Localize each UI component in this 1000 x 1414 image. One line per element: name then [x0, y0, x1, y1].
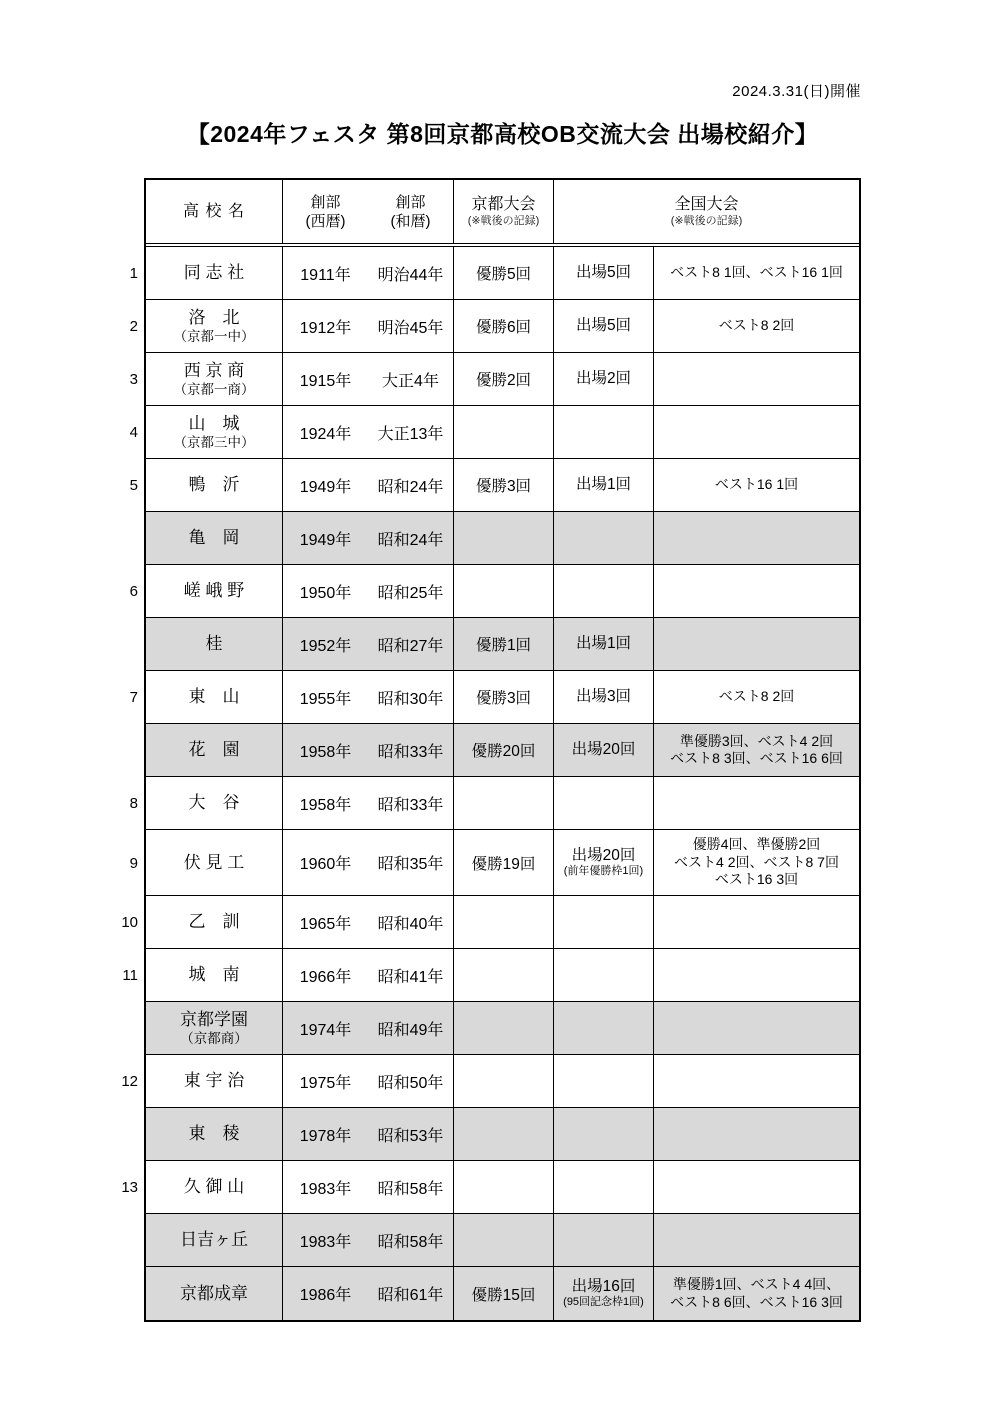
founded-year-cell — [283, 1055, 454, 1107]
kyoto-record-cell — [454, 777, 554, 829]
founded-year-japanese: 明治45年 — [377, 319, 444, 337]
table-row — [146, 777, 859, 830]
founded-year-japanese: 昭和33年 — [377, 796, 444, 814]
row-number-column — [100, 178, 144, 1322]
national-results-cell — [654, 353, 859, 405]
founded-year-japanese: 昭和50年 — [377, 1074, 444, 1092]
founded-year-japanese: 昭和35年 — [377, 856, 444, 873]
national-results-cell — [654, 1002, 859, 1054]
national-appearance-cell — [554, 777, 654, 829]
founded-year-cell — [283, 618, 454, 670]
school-name-cell — [146, 896, 283, 948]
table-row — [146, 247, 859, 300]
national-appearance-count: 出場5回 — [575, 264, 632, 281]
document-content — [100, 0, 861, 1322]
table-row — [146, 724, 859, 777]
founded-year-western: 1924年 — [299, 425, 352, 443]
national-appearance-cell — [554, 247, 654, 299]
founded-year-cell — [283, 459, 454, 511]
founded-year-cell — [283, 1108, 454, 1160]
founded-year-western: 1974年 — [299, 1021, 352, 1039]
national-appearance-cell — [554, 949, 654, 1001]
table-row — [146, 671, 859, 724]
header-founded-year — [283, 180, 454, 243]
header-founded-western-line2: (西暦) — [305, 212, 346, 230]
national-results-cell — [654, 459, 859, 511]
row-number: 13 — [121, 1179, 138, 1196]
row-number: 5 — [129, 477, 138, 494]
row-number — [100, 1267, 144, 1320]
national-results-cell — [654, 896, 859, 948]
founded-year-japanese: 昭和58年 — [377, 1180, 444, 1198]
header-national-note: (※戦後の記録) — [670, 215, 743, 227]
national-appearance-count: 出場2回 — [575, 370, 632, 387]
school-former-name: （京都一商） — [173, 381, 255, 397]
table-row — [146, 353, 859, 406]
school-name: 久 御 山 — [183, 1177, 245, 1196]
school-name-cell — [146, 1108, 283, 1160]
school-name-cell — [146, 1055, 283, 1107]
national-result-line: 優勝4回、準優勝2回 — [692, 836, 821, 853]
founded-year-japanese: 昭和40年 — [377, 915, 444, 933]
row-number — [100, 512, 144, 565]
school-name-cell — [146, 565, 283, 617]
kyoto-record-cell: 優勝5回 — [454, 247, 554, 299]
national-results-cell — [654, 1161, 859, 1213]
row-number: 6 — [129, 583, 138, 600]
kyoto-record-cell — [454, 512, 554, 564]
school-name-cell — [146, 830, 283, 895]
national-appearance-cell — [554, 1055, 654, 1107]
table-row — [146, 949, 859, 1002]
founded-year-western: 1912年 — [299, 319, 352, 337]
founded-year-cell — [283, 406, 454, 458]
founded-year-western: 1949年 — [299, 531, 352, 549]
school-name: 東 山 — [188, 687, 240, 706]
school-name: 花 園 — [188, 740, 240, 759]
national-result-line: ベスト8 2回 — [718, 317, 795, 334]
founded-year-cell — [283, 1267, 454, 1320]
founded-year-western: 1983年 — [299, 1180, 352, 1198]
national-results-cell — [654, 949, 859, 1001]
school-name-cell — [146, 459, 283, 511]
founded-year-western: 1915年 — [299, 372, 352, 390]
national-appearance-count: 出場1回 — [575, 635, 632, 652]
national-appearance-cell — [554, 896, 654, 948]
row-number — [100, 724, 144, 777]
national-appearance-cell — [554, 1267, 654, 1320]
national-results-cell — [654, 777, 859, 829]
row-number: 12 — [121, 1073, 138, 1090]
table-row — [146, 565, 859, 618]
kyoto-record-cell — [454, 1002, 554, 1054]
kyoto-record-cell — [454, 565, 554, 617]
national-appearance-cell — [554, 671, 654, 723]
founded-year-cell — [283, 565, 454, 617]
header-founded-japanese-line2: (和暦) — [390, 212, 431, 230]
national-results-cell — [654, 1267, 859, 1320]
kyoto-record-cell — [454, 1214, 554, 1266]
kyoto-record-cell: 優勝19回 — [454, 830, 554, 895]
national-appearance-cell — [554, 1214, 654, 1266]
school-name: 東 宇 治 — [183, 1071, 245, 1090]
founded-year-cell — [283, 1002, 454, 1054]
national-results-cell — [654, 512, 859, 564]
table-row — [146, 1055, 859, 1108]
national-appearance-cell — [554, 565, 654, 617]
national-appearance-cell — [554, 1161, 654, 1213]
school-name: 京都学園 — [180, 1009, 248, 1029]
row-number: 10 — [121, 914, 138, 931]
national-appearance-count: 出場1回 — [575, 476, 632, 493]
header-founded-japanese — [391, 193, 431, 231]
school-name-cell — [146, 247, 283, 299]
founded-year-cell — [283, 1214, 454, 1266]
founded-year-western: 1965年 — [299, 915, 352, 933]
header-kyoto-tournament — [454, 180, 554, 243]
kyoto-record-cell: 優勝2回 — [454, 353, 554, 405]
school-name-cell — [146, 724, 283, 776]
school-name: 西 京 商 — [183, 360, 245, 380]
founded-year-cell — [283, 949, 454, 1001]
header-kyoto-title: 京都大会 — [471, 196, 536, 213]
school-name-cell — [146, 949, 283, 1001]
school-name-cell — [146, 1267, 283, 1320]
row-number: 3 — [129, 371, 138, 388]
table-row — [146, 1108, 859, 1161]
national-appearance-cell — [554, 1002, 654, 1054]
kyoto-record-cell: 優勝1回 — [454, 618, 554, 670]
table-row — [146, 618, 859, 671]
header-founded-japanese-line1: 創部 — [395, 193, 426, 211]
school-name-cell — [146, 777, 283, 829]
national-results-cell — [654, 1214, 859, 1266]
national-results-cell — [654, 406, 859, 458]
national-result-line: ベスト8 3回、ベスト16 6回 — [670, 750, 843, 766]
national-result-line: ベスト4 2回、ベスト8 7回 — [674, 853, 839, 870]
national-results-cell — [654, 300, 859, 352]
school-name-cell — [146, 1002, 283, 1054]
founded-year-japanese: 大正4年 — [382, 372, 439, 390]
table-row — [146, 896, 859, 949]
national-appearance-cell — [554, 300, 654, 352]
founded-year-western: 1983年 — [299, 1233, 352, 1251]
national-appearance-cell — [554, 353, 654, 405]
founded-year-cell — [283, 300, 454, 352]
founded-year-western: 1958年 — [299, 796, 352, 814]
national-result-line: ベスト8 1回、ベスト16 1回 — [670, 264, 843, 281]
header-school-name — [146, 180, 283, 243]
table-row — [146, 830, 859, 896]
school-name-cell — [146, 1214, 283, 1266]
national-appearance-note: (前年優勝枠1回) — [563, 865, 644, 877]
national-appearance-count: 出場3回 — [575, 688, 632, 705]
founded-year-western: 1950年 — [299, 584, 352, 602]
table-row — [146, 300, 859, 353]
national-results-cell — [654, 565, 859, 617]
schools-table — [144, 178, 861, 1322]
school-name-cell — [146, 406, 283, 458]
national-appearance-cell — [554, 459, 654, 511]
founded-year-japanese: 昭和58年 — [377, 1233, 444, 1251]
header-national-title: 全国大会 — [674, 196, 739, 213]
table-row — [146, 459, 859, 512]
founded-year-western: 1955年 — [299, 690, 352, 708]
founded-year-western: 1958年 — [299, 743, 352, 761]
header-founded-western — [306, 193, 346, 231]
founded-year-western: 1975年 — [299, 1074, 352, 1092]
founded-year-japanese: 昭和49年 — [377, 1021, 444, 1039]
row-number: 8 — [129, 795, 138, 812]
school-name: 同 志 社 — [183, 263, 245, 282]
national-appearance-cell — [554, 1108, 654, 1160]
national-result-line: ベスト8 6回、ベスト16 3回 — [670, 1293, 843, 1310]
national-results-cell — [654, 1108, 859, 1160]
founded-year-japanese: 昭和61年 — [377, 1287, 444, 1304]
school-former-name: （京都商） — [180, 1030, 248, 1046]
national-appearance-cell — [554, 830, 654, 895]
row-number: 4 — [129, 424, 138, 441]
row-number: 1 — [129, 265, 138, 282]
school-name-cell — [146, 618, 283, 670]
table-row — [146, 1161, 859, 1214]
header-school-name-label: 高 校 名 — [183, 203, 245, 220]
table-row — [146, 406, 859, 459]
school-name: 嵯 峨 野 — [183, 581, 245, 600]
national-appearance-cell — [554, 406, 654, 458]
founded-year-western: 1978年 — [299, 1127, 352, 1145]
row-number: 7 — [129, 689, 138, 706]
founded-year-japanese: 昭和41年 — [377, 968, 444, 986]
founded-year-cell — [283, 512, 454, 564]
national-results-cell — [654, 830, 859, 895]
national-appearance-count: 出場16回 — [571, 1278, 636, 1295]
founded-year-cell — [283, 353, 454, 405]
national-result-line: ベスト8 2回 — [718, 688, 795, 705]
row-number — [100, 1214, 144, 1267]
kyoto-record-cell: 優勝3回 — [454, 671, 554, 723]
kyoto-record-cell: 優勝3回 — [454, 459, 554, 511]
school-name-cell — [146, 671, 283, 723]
national-appearance-cell — [554, 618, 654, 670]
national-appearance-count: 出場5回 — [575, 317, 632, 334]
national-results-cell — [654, 1055, 859, 1107]
founded-year-western: 1911年 — [300, 266, 351, 284]
row-number: 11 — [122, 967, 138, 984]
founded-year-japanese: 明治44年 — [377, 266, 444, 284]
schools-table-zone — [100, 178, 861, 1322]
national-result-line: 準優勝1回、ベスト4 4回、 — [672, 1276, 841, 1292]
row-number: 2 — [129, 318, 138, 335]
school-name: 鴨 沂 — [188, 475, 240, 494]
school-name: 城 南 — [188, 965, 240, 984]
founded-year-japanese: 昭和30年 — [377, 690, 444, 708]
row-number: 9 — [129, 854, 138, 872]
founded-year-cell — [283, 1161, 454, 1213]
kyoto-record-cell — [454, 949, 554, 1001]
national-appearance-cell — [554, 512, 654, 564]
school-former-name: （京都三中） — [173, 434, 255, 450]
school-name: 東 稜 — [188, 1124, 240, 1143]
founded-year-western: 1949年 — [299, 478, 352, 496]
school-name: 桂 — [205, 634, 223, 653]
kyoto-record-cell — [454, 1108, 554, 1160]
school-name: 伏 見 工 — [183, 852, 245, 872]
school-name: 乙 訓 — [188, 912, 240, 931]
table-body — [146, 247, 859, 1320]
kyoto-record-cell: 優勝15回 — [454, 1267, 554, 1320]
row-number — [100, 618, 144, 671]
founded-year-western: 1960年 — [299, 856, 352, 873]
school-name: 亀 岡 — [188, 528, 240, 547]
table-row — [146, 1214, 859, 1267]
founded-year-cell — [283, 247, 454, 299]
national-appearance-count: 出場20回 — [571, 741, 636, 758]
school-name-cell — [146, 512, 283, 564]
founded-year-western: 1986年 — [299, 1287, 352, 1304]
school-name: 洛 北 — [188, 307, 240, 327]
national-results-cell — [654, 247, 859, 299]
header-founded-western-line1: 創部 — [310, 193, 341, 211]
row-number — [100, 1002, 144, 1055]
kyoto-record-cell — [454, 1055, 554, 1107]
founded-year-japanese: 昭和27年 — [377, 637, 444, 655]
header-kyoto-note: (※戦後の記録) — [467, 215, 540, 227]
national-results-cell — [654, 618, 859, 670]
national-appearance-cell — [554, 724, 654, 776]
national-appearance-count: 出場20回 — [571, 847, 636, 864]
school-name-cell — [146, 1161, 283, 1213]
kyoto-record-cell — [454, 896, 554, 948]
founded-year-cell — [283, 777, 454, 829]
school-name: 大 谷 — [188, 793, 240, 812]
founded-year-japanese: 昭和33年 — [377, 743, 444, 761]
founded-year-japanese: 昭和25年 — [377, 584, 444, 602]
event-date: 2024.3.31(日)開催 — [732, 83, 861, 100]
school-name-cell — [146, 300, 283, 352]
founded-year-western: 1966年 — [299, 968, 352, 986]
national-result-line: ベスト16 3回 — [714, 871, 799, 888]
founded-year-japanese: 昭和24年 — [377, 531, 444, 549]
page-title: 【2024年フェスタ 第8回京都高校OB交流大会 出場校紹介】 — [186, 121, 819, 147]
founded-year-japanese: 大正13年 — [377, 425, 444, 443]
founded-year-cell — [283, 830, 454, 895]
row-number — [100, 1108, 144, 1161]
kyoto-record-cell: 優勝20回 — [454, 724, 554, 776]
founded-year-western: 1952年 — [299, 637, 352, 655]
table-row — [146, 1002, 859, 1055]
founded-year-japanese: 昭和24年 — [377, 478, 444, 496]
national-results-cell — [654, 671, 859, 723]
school-name: 日吉ヶ丘 — [180, 1230, 248, 1249]
founded-year-cell — [283, 671, 454, 723]
table-row — [146, 1267, 859, 1320]
national-appearance-note: (95回記念枠1回) — [563, 1296, 644, 1308]
national-result-line: ベスト16 1回 — [714, 476, 799, 493]
founded-year-cell — [283, 896, 454, 948]
kyoto-record-cell — [454, 406, 554, 458]
founded-year-japanese: 昭和53年 — [377, 1127, 444, 1145]
header-national-tournament — [554, 180, 859, 243]
school-name-cell — [146, 353, 283, 405]
school-former-name: （京都一中） — [173, 328, 255, 344]
table-row — [146, 512, 859, 565]
national-results-cell — [654, 724, 859, 776]
kyoto-record-cell: 優勝6回 — [454, 300, 554, 352]
table-header-row — [146, 180, 859, 247]
founded-year-cell — [283, 724, 454, 776]
national-result-line: 準優勝3回、ベスト4 2回 — [679, 732, 834, 749]
school-name: 京都成章 — [180, 1283, 248, 1303]
school-name: 山 城 — [188, 413, 240, 433]
kyoto-record-cell — [454, 1161, 554, 1213]
